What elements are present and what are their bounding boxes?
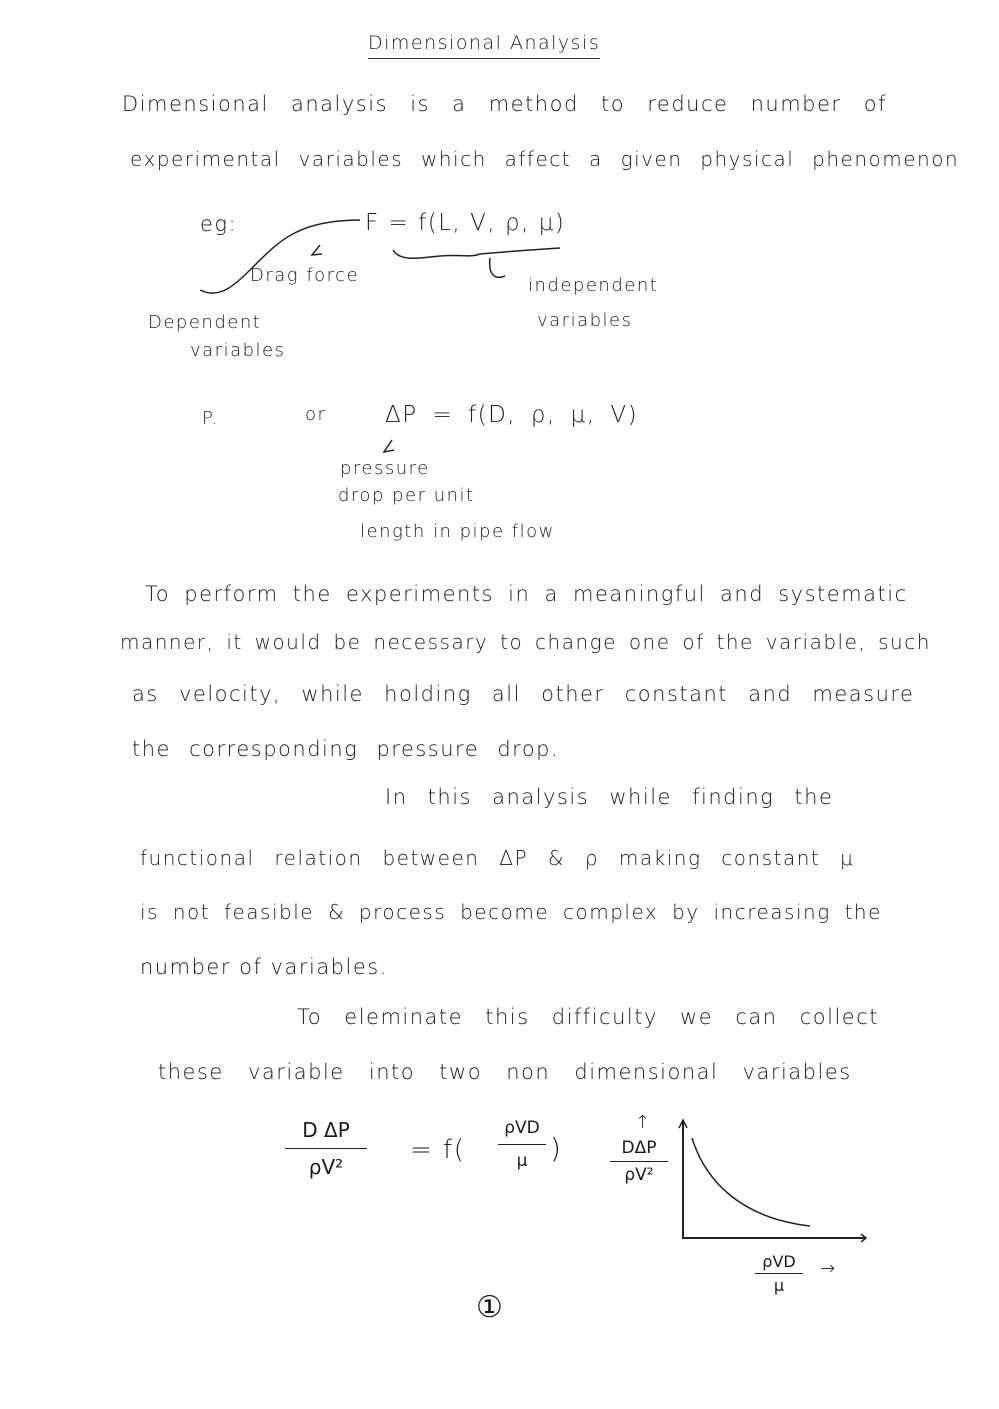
page-number: ① [476,1290,505,1325]
sketch-graph [679,1120,866,1242]
y-label-numerator: DΔP [621,1138,657,1158]
equals-f: = f( [410,1135,466,1165]
or-label: or [305,404,327,425]
paragraph-line: functional relation between ΔP & ρ making constant μ [140,846,855,870]
drag-force-label: Drag force [250,265,360,286]
intro-line: experimental variables which affect a given physical phenomenon [130,147,960,171]
y-axis-label [610,1138,668,1185]
x-label-denominator: μ [773,1276,785,1295]
x-axis-arrow: → [820,1258,837,1279]
close-paren: ) [550,1132,563,1165]
paragraph-line: To perform the experiments in a meaningful and systematic [145,582,908,606]
paragraph-line: In this analysis while finding the [385,785,834,809]
intro-line: Dimensional analysis is a method to reduce number of [122,92,887,116]
lhs-denominator: ρV² [308,1155,344,1179]
independent-label: independent [528,275,659,296]
pressure-note: drop per unit [338,485,475,506]
paragraph-line: To eleminate this difficulty we can collect [297,1005,879,1029]
x-label-numerator: ρVD [762,1252,796,1271]
pressure-note: pressure [340,458,430,479]
paragraph-line: as velocity, while holding all other constant and measure [132,682,915,706]
y-label-denominator: ρV² [624,1165,654,1185]
rhs-denominator: μ [516,1151,528,1171]
paragraph-line: is not feasible & process become complex by increasing the [140,900,882,924]
p-label: P. [202,408,219,429]
decay-curve [692,1138,810,1226]
dependent-label: Dependent [148,312,262,333]
page-title: Dimensional Analysis [368,32,600,59]
paragraph-line: number of variables. [140,955,388,979]
lhs-fraction [285,1118,367,1179]
drag-equation: F = f(L, V, ρ, μ) [365,210,566,236]
pressure-equation: ΔP = f(D, ρ, μ, V) [385,402,639,428]
independent-label: variables [537,310,633,331]
x-axis-label [755,1252,803,1295]
eg-label: eg: [200,212,238,236]
lhs-numerator: D ΔP [302,1118,350,1142]
rhs-numerator: ρVD [504,1118,540,1138]
paragraph-line: these variable into two non dimensional variables [158,1060,852,1084]
paragraph-line: the corresponding pressure drop. [132,737,560,761]
paragraph-line: manner, it would be necessary to change one of the variable, such [120,630,931,654]
y-axis-arrow: ↑ [635,1112,652,1133]
pressure-note: length in pipe flow [360,521,555,542]
dependent-label: variables [190,340,286,361]
rhs-fraction [498,1118,546,1171]
